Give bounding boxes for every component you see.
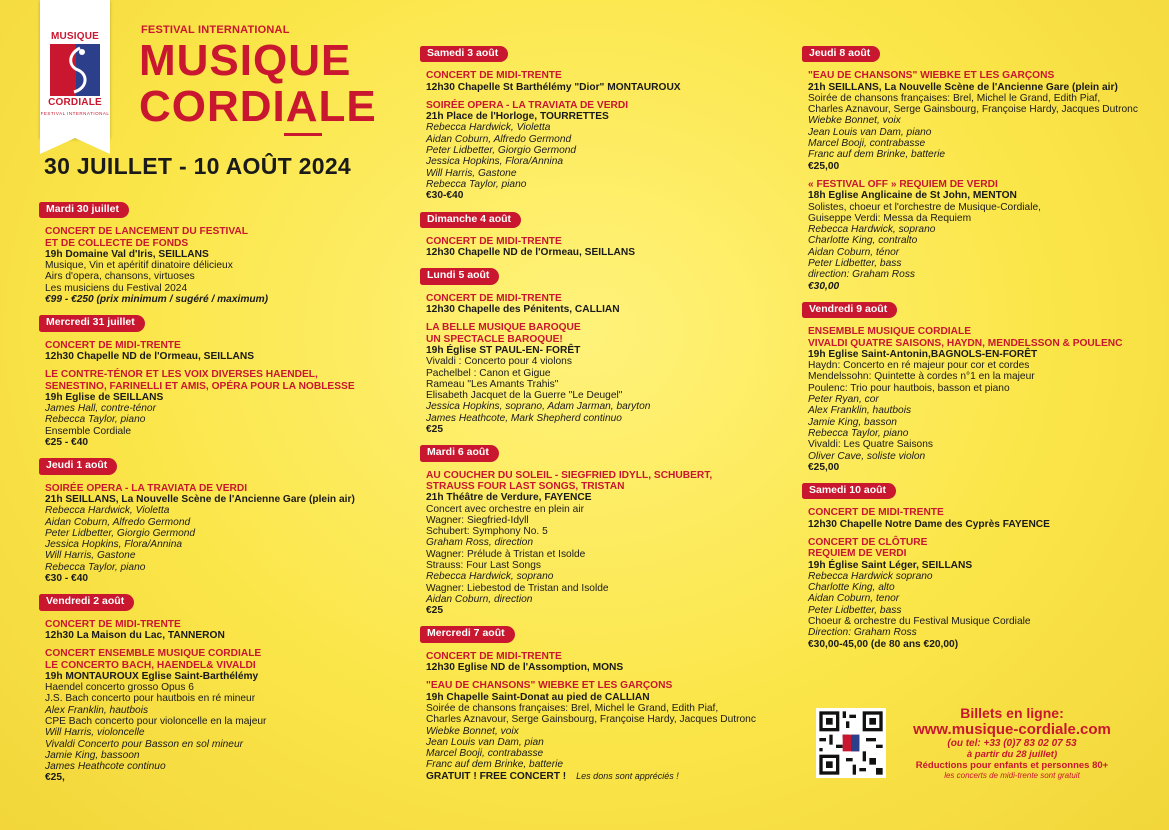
concert-title: VIVALDI QUATRE SAISONS, HAYDN, MENDELSSON & POULENC [808,337,1123,349]
concert-venue: 19h Chapelle Saint-Donat au pied de CALLIAN [426,691,650,703]
concert-detail: Charlotte King, alto [808,582,895,594]
day-badge: Jeudi 8 août [802,46,880,62]
concert-detail: Wagner: Prélude à Tristan et Isolde [426,548,586,560]
reductions-note: Réductions pour enfants et personnes 80+ [915,760,1109,771]
day-badge: Mercredi 31 juillet [39,315,145,331]
concert-listing [808,70,1162,172]
concert-title: CONCERT DE LANCEMENT DU FESTIVAL [45,226,248,238]
concert-detail: Haendel concerto grosso Opus 6 [45,682,194,694]
concert-title: STRAUSS FOUR LAST SONGS, TRISTAN [426,480,625,492]
concert-detail: Vivaldi Concerto pour Basson en sol mineur [45,738,244,750]
concert-title: CONCERT DE CLÔTURE [808,536,928,548]
concert-detail: Rameau "Les Amants Trahis" [426,378,559,390]
concert-detail: direction: Graham Ross [808,269,916,281]
concert-title: SOIRÉE OPERA - LA TRAVIATA DE VERDI [45,482,248,494]
concert-venue: 19h Domaine Val d'Iris, SEILLANS [45,248,209,260]
concert-detail: Strauss: Four Last Songs [426,559,541,571]
day-badge: Lundi 5 août [420,268,499,284]
concert-detail: Mendelssohn: Quintette à cordes n°1 en la majeur [808,371,1035,383]
day-badge: Dimanche 4 août [420,212,521,228]
concert-detail: Elisabeth Jacquet de la Guerre "Le Deugel" [426,390,623,402]
concert-detail: €25, [45,772,65,784]
concert-detail: Alex Franklin, hautbois [808,405,912,417]
concert-detail: Schubert: Symphony No. 5 [426,526,548,538]
concert-title: "EAU DE CHANSONS" WIEBKE ET LES GARÇONS [426,680,673,692]
concert-venue: 21h SEILLANS, La Nouvelle Scène de l'Ancienne Gare (plein air) [808,81,1118,93]
concert-detail: Vivaldi : Concerto pour 4 violons [426,356,572,368]
concert-detail: Aidan Coburn, ténor [808,246,900,258]
concert-venue: 21h SEILLANS, La Nouvelle Scène de l'Ancienne Gare (plein air) [45,493,355,505]
concert-listing [808,537,1162,650]
concert-listing [426,293,790,316]
schedule-column-1 [39,199,399,791]
ticket-date: à partir du 28 juillet) [966,749,1058,760]
concert-detail: Rebecca Taylor, piano [808,427,909,439]
free-concert-row [426,771,790,782]
concert-listing [45,648,399,784]
concert-detail: €30,00-45,00 (de 80 ans €20,00) [808,638,959,650]
concert-venue: 19h MONTAUROUX Eglise Saint-Barthélémy [45,670,259,682]
concert-title: LE CONCERTO BACH, HAENDEL& VIVALDI [45,659,256,671]
concert-detail: Rebecca Hardwick, soprano [426,571,554,583]
concert-venue: 19h Eglise de SEILLANS [45,391,164,403]
concert-venue: 12h30 Eglise ND de l'Assomption, MONS [426,662,624,674]
concert-title: SOIRÉE OPERA - LA TRAVIATA DE VERDI [426,99,629,111]
concert-detail: Jessica Hopkins, soprano, Adam Jarman, baryton [426,401,651,413]
concert-detail: Guiseppe Verdi: Messa da Requiem [808,212,972,224]
concert-detail: €30,00 [808,280,840,292]
concert-detail: €30 - €40 [45,573,89,585]
concert-title: CONCERT ENSEMBLE MUSIQUE CORDIALE [45,648,262,660]
concert-detail: Soirée de chansons françaises: Brel, Michel le Grand, Edith Piaf, [426,702,719,714]
concert-venue: 12h30 Chapelle Notre Dame des Cyprès FAYENCE [808,518,1050,530]
concert-detail: Alex Franklin, hautbois [45,704,149,716]
concert-detail: James Hall, contre-ténor [45,403,156,415]
concert-detail: Rebecca Hardwick, Violetta [45,505,170,517]
concert-listing [426,470,790,617]
qr-code[interactable] [816,708,886,778]
concert-detail: James Heathcote continuo [45,761,166,773]
concert-detail: Ensemble Cordiale [45,425,132,437]
logo-text-festival: FESTIVAL INTERNATIONAL [40,111,110,116]
concert-title: AU COUCHER DU SOLEIL - SIEGFRIED IDYLL, SCHUBERT, [426,469,713,481]
concert-detail: Musique, Vin et apéritif dinatoire délicieux [45,260,233,272]
concert-detail: Franc auf dem Brinke, batterie [426,759,564,771]
day-badge: Samedi 3 août [420,46,508,62]
concert-listing [426,70,790,93]
concert-detail: CPE Bach concerto pour violoncelle en la majeur [45,715,267,727]
concert-detail: Aidan Coburn, tenor [808,593,900,605]
concert-detail: Choeur & orchestre du Festival Musique Cordiale [808,616,1031,628]
concert-detail: Will Harris, Gastone [426,167,517,179]
concert-detail: €25 [426,424,443,436]
violin-scroll-icon [50,44,100,96]
day-badge: Samedi 10 août [802,483,896,499]
concert-listing [808,179,1162,292]
concert-detail: Wagner: Liebestod de Tristan and Isolde [426,582,609,594]
concert-detail: Peter Lidbetter, bass [808,258,902,270]
concert-detail: €30-€40 [426,190,464,202]
tickets-title: Billets en ligne: [960,705,1064,721]
concert-detail: Charles Aznavour, Serge Gainsbourg, Françoise Hardy, Jacques Dutronc [808,104,1138,116]
concert-title: CONCERT DE MIDI-TRENTE [426,650,562,662]
concert-detail: Jean Louis van Dam, piano [808,126,932,138]
concert-detail: Aidan Coburn, Alfredo Germond [426,133,572,145]
concert-title: SENESTINO, FARINELLI ET AMIS, OPÉRA POUR LA NOBLESSE [45,380,355,392]
festival-dates: 30 JUILLET - 10 AOÛT 2024 [44,153,352,179]
schedule-column-2 [420,43,790,789]
concert-title: LE CONTRE-TÉNOR ET LES VOIX DIVERSES HAENDEL, [45,369,318,381]
concert-detail: Aidan Coburn, Alfredo Germond [45,516,191,528]
concert-title: UN SPECTACLE BAROQUE! [426,333,563,345]
concert-venue: 21h Place de l'Horloge, TOURRETTES [426,111,609,123]
festival-title-line2: CORDIALE [139,82,377,131]
concert-listing [45,483,399,585]
concert-listing [426,680,790,782]
concert-title: CONCERT DE MIDI-TRENTE [426,70,562,82]
concert-detail: Soirée de chansons françaises: Brel, Michel le Grand, Edith Piaf, [808,92,1101,104]
website-link[interactable]: www.musique-cordiale.com [913,721,1111,738]
concert-detail: Solistes, choeur et l'orchestre de Musique-Cordiale, [808,201,1041,213]
concert-detail: Peter Lidbetter, bass [808,604,902,616]
day-badge: Vendredi 2 août [39,594,134,610]
concert-venue: 12h30 Chapelle des Pénitents, CALLIAN [426,304,620,316]
concert-detail: Jamie King, basson [808,416,897,428]
concert-detail: Jamie King, bassoon [45,749,140,761]
concert-listing [45,619,399,642]
concert-listing [426,236,790,259]
concert-detail: Pachelbel : Canon et Gigue [426,367,551,379]
concert-listing [45,369,399,448]
festival-logo [40,0,110,138]
concert-title: CONCERT DE MIDI-TRENTE [426,292,562,304]
concert-title: LA BELLE MUSIQUE BAROQUE [426,322,581,334]
concert-listing [808,507,1162,530]
day-badge: Jeudi 1 août [39,458,117,474]
concert-venue: 18h Eglise Anglicaine de St John, MENTON [808,190,1017,202]
concert-title: "EAU DE CHANSONS" WIEBKE ET LES GARÇONS [808,70,1055,82]
concert-venue: 19h Eglise Saint-Antonin,BAGNOLS-EN-FORÊT [808,348,1038,360]
concert-detail: Jessica Hopkins, Flora/Annina [426,156,564,168]
phone-number: (ou tel: +33 (0)7 83 02 07 53 [947,738,1077,749]
concert-detail: Haydn: Concerto en ré majeur pour cor et cordes [808,360,1030,372]
concert-detail: J.S. Bach concerto pour hautbois en ré mineur [45,693,256,705]
concert-detail: Rebecca Hardwick, Violetta [426,122,551,134]
concert-title: CONCERT DE MIDI-TRENTE [808,507,944,519]
concert-detail: Poulenc: Trio pour hautbois, basson et piano [808,382,1010,394]
concert-detail: Rebecca Hardwick, soprano [808,224,936,236]
day-badge: Mardi 30 juillet [39,202,129,218]
concert-detail: Rebecca Taylor, piano [45,414,146,426]
logo-text-musique: MUSIQUE [50,31,100,42]
concert-title: CONCERT DE MIDI-TRENTE [45,339,181,351]
concert-detail: Jessica Hopkins, Flora/Annina [45,539,183,551]
concert-detail: Marcel Booji, contrabasse [808,138,926,150]
concert-title: CONCERT DE MIDI-TRENTE [45,618,181,630]
concert-detail: Oliver Cave, soliste violon [808,450,926,462]
ticket-info [890,705,1134,780]
concert-venue: 12h30 La Maison du Lac, TANNERON [45,629,225,641]
concert-detail: Wagner: Siegfried-Idyll [426,514,529,526]
concert-venue: 19h Église ST PAUL-EN- FORÊT [426,344,581,356]
concert-detail: Concert avec orchestre en plein air [426,503,584,515]
concert-detail: €25 [426,605,443,617]
donation-note: Les dons sont appréciés ! [576,770,679,781]
festival-title [139,38,377,130]
concert-detail: Vivaldi: Les Quatre Saisons [808,439,933,451]
concert-detail: Aidan Coburn, direction [426,593,533,605]
concert-listing [426,651,790,674]
concert-detail: Jean Louis van Dam, pian [426,736,544,748]
concert-title: CONCERT DE MIDI-TRENTE [426,235,562,247]
free-concerts-note: les concerts de midi-trente sont gratuit [944,771,1080,780]
concert-detail: €25,00 [808,461,840,473]
concert-detail: Rebecca Hardwick soprano [808,570,933,582]
concert-detail: Airs d'opera, chansons, virtuoses [45,271,195,283]
concert-listing [45,340,399,363]
concert-detail: Wiebke Bonnet, voix [808,115,901,127]
concert-detail: Graham Ross, direction [426,537,534,549]
concert-detail: Charles Aznavour, Serge Gainsbourg, Françoise Hardy, Jacques Dutronc [426,714,756,726]
free-concert-label: GRATUIT ! FREE CONCERT ! [426,770,567,782]
concert-detail: Will Harris, violoncelle [45,727,145,739]
concert-detail: Les musiciens du Festival 2024 [45,282,188,294]
concert-detail: James Heathcote, Mark Shepherd continuo [426,412,622,424]
concert-venue: 12h30 Chapelle ND de l'Ormeau, SEILLANS [45,350,255,362]
concert-detail: Peter Lidbetter, Giorgio Germond [45,527,196,539]
concert-detail: Marcel Booji, contrabasse [426,748,544,760]
concert-venue: 12h30 Chapelle St Barthélémy "Dior" MONTAUROUX [426,81,681,93]
concert-detail: Wiebke Bonnet, voix [426,725,519,737]
concert-title: ET DE COLLECTE DE FONDS [45,237,189,249]
concert-venue: 21h Théâtre de Verdure, FAYENCE [426,492,592,504]
concert-detail: Will Harris, Gastone [45,550,136,562]
concert-title: ENSEMBLE MUSIQUE CORDIALE [808,326,972,338]
schedule-column-3 [802,43,1162,657]
logo-text-cordiale: CORDIALE [48,97,102,108]
concert-detail: Direction: Graham Ross [808,627,917,639]
concert-detail: Peter Ryan, cor [808,394,879,406]
concert-title: « FESTIVAL OFF » REQUIEM DE VERDI [808,178,998,190]
concert-detail: Charlotte King, contralto [808,235,918,247]
concert-detail: Rebecca Taylor, piano [426,178,527,190]
day-badge: Mercredi 7 août [420,626,515,642]
concert-venue: 19h Église Saint Léger, SEILLANS [808,559,973,571]
concert-listing [45,226,399,305]
concert-listing [426,100,790,202]
concert-listing [426,322,790,435]
day-badge: Vendredi 9 août [802,302,897,318]
festival-title-line1: MUSIQUE [139,36,352,85]
concert-listing [808,326,1162,473]
concert-detail: Rebecca Taylor, piano [45,561,146,573]
concert-detail: €25,00 [808,160,840,172]
concert-detail: €25 - €40 [45,437,89,449]
title-underline [284,133,322,136]
day-badge: Mardi 6 août [420,445,499,461]
concert-detail: €99 - €250 (prix minimum / sugéré / maximum) [45,294,269,306]
concert-venue: 12h30 Chapelle ND de l'Ormeau, SEILLANS [426,247,636,259]
festival-subtitle: FESTIVAL INTERNATIONAL [141,24,290,36]
concert-detail: Peter Lidbetter, Giorgio Germond [426,145,577,157]
concert-detail: Franc auf dem Brinke, batterie [808,149,946,161]
concert-title: REQUIEM DE VERDI [808,548,907,560]
